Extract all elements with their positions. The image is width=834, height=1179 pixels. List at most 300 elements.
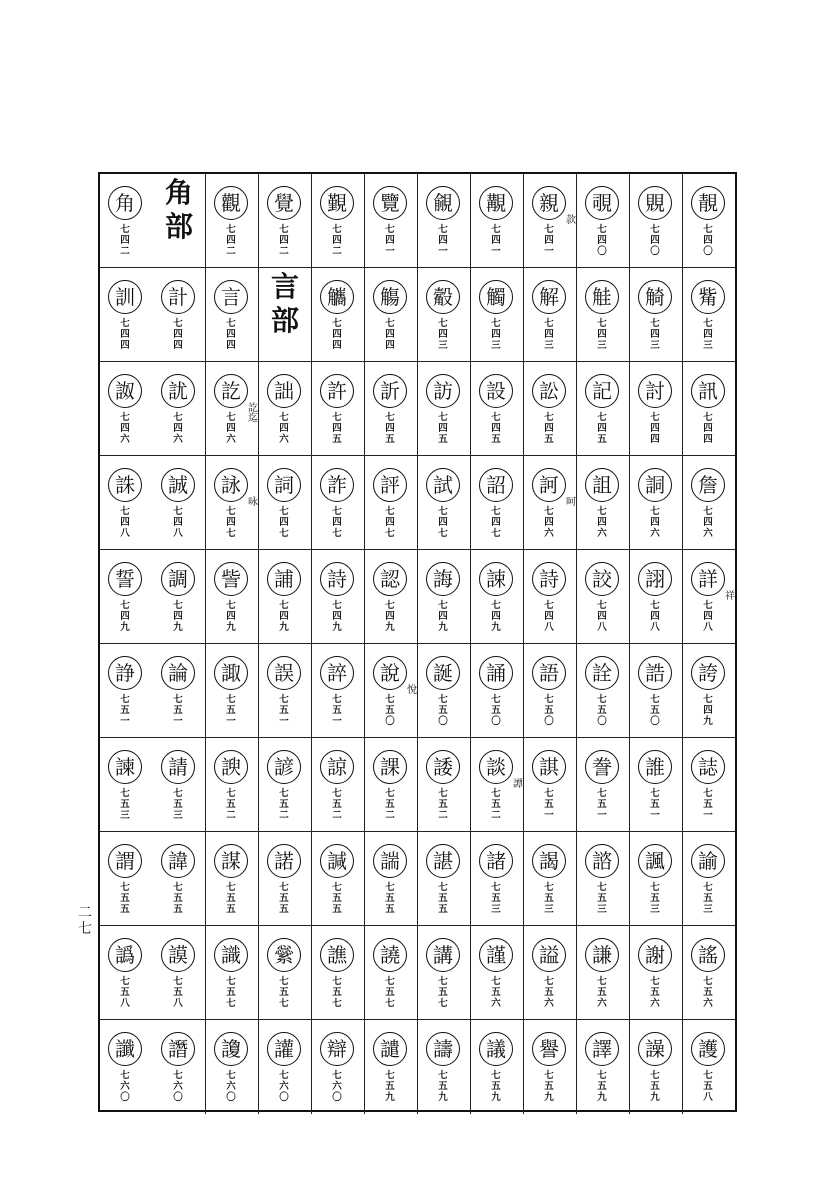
index-entry-cell [577,926,630,1019]
entry-code: 七五三 [703,882,713,915]
index-entry-cell [577,174,630,267]
entry-code: 七四六 [120,412,130,445]
circled-character: 詹 [691,468,725,502]
index-entry-cell [312,1020,365,1114]
circled-character: 觿 [320,280,354,314]
variant-annotation: 呵 [566,497,576,508]
table-row [100,926,735,1020]
circled-character: 譊 [373,938,407,972]
index-entry-cell [577,1020,630,1114]
circled-character: 覯 [479,186,513,220]
circled-character: 詷 [638,468,672,502]
circled-character: 觸 [479,280,513,314]
index-entry-cell [524,456,577,549]
entry-code: 七四四 [120,318,130,351]
index-entry-cell [524,644,577,737]
circled-character: 誕 [426,656,460,690]
index-entry-cell [259,738,312,831]
index-entry-cell [471,738,524,831]
circled-character: 諷 [638,844,672,878]
table-row [100,456,735,550]
index-entry-cell [365,738,418,831]
circled-character: 譟 [638,1032,672,1066]
index-entry-cell [577,550,630,643]
index-entry-cell [683,644,737,737]
index-entry-cell [577,362,630,455]
circled-character: 譌 [108,938,142,972]
index-entry-cell [471,456,524,549]
variant-annotation: 譚 [513,779,523,790]
circled-character: 討 [638,374,672,408]
index-entry-cell [153,832,206,925]
circled-character: 觜 [691,280,725,314]
circled-character: 護 [691,1032,725,1066]
circled-character: 覺 [267,186,301,220]
entry-code: 七五六 [597,976,607,1009]
entry-code: 七五五 [226,882,236,915]
circled-character: 誨 [426,562,460,596]
entry-code: 七六〇 [226,1070,236,1103]
index-entry-cell [630,832,683,925]
circled-character: 謨 [161,938,195,972]
entry-code: 七四六 [226,412,236,445]
entry-code: 七五〇 [438,694,448,727]
circled-character: 訟 [532,374,566,408]
index-entry-cell [683,738,737,831]
table-row [100,550,735,644]
index-entry-cell [153,738,206,831]
circled-character: 譖 [161,1032,195,1066]
entry-code: 七四二 [120,224,130,257]
entry-code: 七四五 [491,412,501,445]
table-row [100,644,735,738]
entry-code: 七五九 [544,1070,554,1103]
index-entry-cell [100,832,153,925]
circled-character: 誌 [691,750,725,784]
entry-code: 七五五 [385,882,395,915]
index-entry-cell [630,456,683,549]
index-entry-cell [577,832,630,925]
entry-code: 七五三 [120,788,130,821]
index-entry-cell [206,738,259,831]
entry-code: 七五六 [650,976,660,1009]
circled-character: 許 [320,374,354,408]
entry-code: 七五七 [438,976,448,1009]
radical-header: 言部 [270,270,299,337]
index-entry-cell [577,738,630,831]
index-entry-cell [153,644,206,737]
index-entry-cell [100,1020,153,1114]
circled-character: 誤 [267,656,301,690]
index-entry-cell [524,174,577,267]
circled-character: 講 [426,938,460,972]
entry-code: 七五二 [279,788,289,821]
entry-code: 七五〇 [544,694,554,727]
entry-code: 七五一 [173,694,183,727]
index-entry-cell [524,362,577,455]
circled-character: 譙 [320,938,354,972]
entry-code: 七四九 [226,600,236,633]
index-entry-cell [524,738,577,831]
entry-code: 七四〇 [597,224,607,257]
variant-annotation: 祥 [725,591,735,602]
entry-code: 七四四 [385,318,395,351]
entry-code: 七四八 [703,600,713,633]
entry-code: 七五〇 [491,694,501,727]
circled-character: 誎 [479,562,513,596]
index-entry-cell [365,456,418,549]
index-entry-cell [471,550,524,643]
entry-code: 七五一 [226,694,236,727]
index-entry-cell [259,456,312,549]
circled-character: 訊 [691,374,725,408]
circled-character: 說 [373,656,407,690]
circled-character: 諏 [214,656,248,690]
entry-code: 七五一 [279,694,289,727]
index-entry-cell [153,926,206,1019]
variant-annotation: 訖迄 [248,403,258,424]
index-entry-cell [259,174,312,267]
entry-code: 七四八 [597,600,607,633]
entry-code: 七四〇 [650,224,660,257]
index-entry-cell [418,738,471,831]
entry-code: 七四五 [332,412,342,445]
index-entry-cell [100,926,153,1019]
entry-code: 七四八 [544,600,554,633]
circled-character: 觀 [214,186,248,220]
entry-code: 七六〇 [279,1070,289,1103]
entry-code: 七四一 [491,224,501,257]
index-entry-cell [259,1020,312,1114]
index-entry-cell [206,174,259,267]
circled-character: 評 [373,468,407,502]
entry-code: 七五二 [332,788,342,821]
entry-code: 七四九 [491,600,501,633]
entry-code: 七四五 [544,412,554,445]
circled-character: 論 [161,656,195,690]
circled-character: 詡 [638,562,672,596]
entry-code: 七四六 [597,506,607,539]
entry-code: 七五一 [120,694,130,727]
index-entry-cell [100,644,153,737]
index-entry-cell [418,1020,471,1114]
circled-character: 角 [108,186,142,220]
circled-character: 繠 [267,938,301,972]
index-entry-cell [153,456,206,549]
circled-character: 謁 [532,844,566,878]
circled-character: 訓 [108,280,142,314]
entry-code: 七四九 [385,600,395,633]
entry-code: 七四四 [703,412,713,445]
index-entry-cell [153,550,206,643]
circled-character: 覲 [320,186,354,220]
circled-character: 議 [479,1032,513,1066]
index-entry-cell [418,550,471,643]
circled-character: 訶 [532,468,566,502]
index-entry-cell [524,550,577,643]
circled-character: 諉 [426,750,460,784]
index-entry-cell [683,456,737,549]
entry-code: 七五八 [173,976,183,1009]
entry-code: 七五二 [438,788,448,821]
table-row [100,174,735,268]
circled-character: 詛 [585,468,619,502]
circled-character: 觭 [638,280,672,314]
index-entry-cell [471,362,524,455]
circled-character: 謹 [479,938,513,972]
index-entry-cell [524,268,577,361]
entry-code: 七五八 [120,976,130,1009]
index-entry-cell [206,644,259,737]
circled-character: 諱 [161,844,195,878]
index-entry-cell [418,174,471,267]
entry-code: 七五九 [491,1070,501,1103]
circled-character: 讙 [267,1032,301,1066]
entry-code: 七五一 [544,788,554,821]
circled-character: 詮 [585,656,619,690]
index-entry-cell [577,644,630,737]
entry-code: 七四三 [438,318,448,351]
circled-character: 辯 [320,1032,354,1066]
entry-code: 七六〇 [332,1070,342,1103]
circled-character: 詩 [320,562,354,596]
index-entry-cell [312,268,365,361]
entry-code: 七五六 [491,976,501,1009]
circled-character: 誊 [585,750,619,784]
circled-character: 語 [532,656,566,690]
circled-character: 靚 [691,186,725,220]
index-entry-cell [153,268,206,361]
entry-code: 七五二 [226,788,236,821]
entry-code: 七五六 [703,976,713,1009]
table-row [100,738,735,832]
variant-annotation: 咏 [248,497,258,508]
table-row [100,1020,735,1114]
table-row [100,268,735,362]
circled-character: 詩 [532,562,566,596]
index-entry-cell [206,362,259,455]
circled-character: 觳 [426,280,460,314]
circled-character: 識 [214,938,248,972]
index-entry-cell [630,1020,683,1114]
entry-code: 七四七 [438,506,448,539]
circled-character: 課 [373,750,407,784]
entry-code: 七四九 [703,694,713,727]
index-entry-cell [206,926,259,1019]
circled-character: 誶 [320,656,354,690]
index-entry-cell [312,738,365,831]
circled-character: 謚 [532,938,566,972]
circled-character: 覽 [373,186,407,220]
circled-character: 諾 [267,844,301,878]
circled-character: 認 [373,562,407,596]
entry-code: 七四八 [120,506,130,539]
index-entry-cell [630,174,683,267]
circled-character: 親 [532,186,566,220]
circled-character: 詔 [479,468,513,502]
circled-character: 諺 [267,750,301,784]
entry-code: 七四八 [173,506,183,539]
entry-code: 七四三 [491,318,501,351]
entry-code: 七五九 [597,1070,607,1103]
entry-code: 七四六 [279,412,289,445]
index-entry-cell [418,456,471,549]
circled-character: 諯 [373,844,407,878]
entry-code: 七四二 [226,224,236,257]
circled-character: 詐 [320,468,354,502]
circled-character: 記 [585,374,619,408]
circled-character: 諍 [108,656,142,690]
entry-code: 七四三 [650,318,660,351]
entry-code: 七五五 [438,882,448,915]
entry-code: 七四七 [226,506,236,539]
index-entry-cell [630,644,683,737]
index-entry-cell [524,926,577,1019]
circled-character: 誠 [161,468,195,502]
entry-code: 七四六 [544,506,554,539]
index-entry-cell [100,738,153,831]
entry-code: 七四七 [385,506,395,539]
circled-character: 謠 [691,938,725,972]
entry-code: 七五一 [332,694,342,727]
circled-character: 謀 [214,844,248,878]
entry-code: 七五〇 [650,694,660,727]
circled-character: 試 [426,468,460,502]
circled-character: 諴 [320,844,354,878]
entry-code: 七四九 [332,600,342,633]
entry-code: 七四五 [438,412,448,445]
entry-code: 七四九 [120,600,130,633]
entry-code: 七五九 [438,1070,448,1103]
circled-character: 詳 [691,562,725,596]
index-entry-cell [153,1020,206,1114]
index-entry-cell [100,362,153,455]
index-entry-cell [312,926,365,1019]
index-entry-cell [630,550,683,643]
circled-character: 誓 [108,562,142,596]
entry-code: 七五〇 [597,694,607,727]
index-entry-cell [418,832,471,925]
circled-character: 訢 [373,374,407,408]
index-entry-cell [683,550,737,643]
index-entry-cell [206,1020,259,1114]
index-entry-cell [100,550,153,643]
index-entry-cell [683,1020,737,1114]
circled-character: 覗 [585,186,619,220]
index-entry-cell [153,362,206,455]
entry-code: 七五一 [650,788,660,821]
entry-code: 七四七 [332,506,342,539]
circled-character: 譯 [585,1032,619,1066]
entry-code: 七五二 [385,788,395,821]
table-row [100,362,735,456]
circled-character: 詘 [267,374,301,408]
circled-character: 詨 [585,562,619,596]
index-entry-cell [206,832,259,925]
entry-code: 七五五 [173,882,183,915]
index-entry-cell [524,1020,577,1114]
index-entry-cell [683,362,737,455]
index-entry-cell [418,644,471,737]
entry-code: 七五二 [491,788,501,821]
entry-code: 七四九 [173,600,183,633]
index-entry-cell [418,926,471,1019]
circled-character: 謙 [585,938,619,972]
entry-code: 七五一 [703,788,713,821]
index-entry-cell [365,268,418,361]
entry-code: 七四八 [650,600,660,633]
entry-code: 七五五 [332,882,342,915]
circled-character: 覞 [638,186,672,220]
index-entry-cell [259,926,312,1019]
index-entry-cell [206,268,259,361]
index-entry-cell [577,456,630,549]
entry-code: 七五七 [385,976,395,1009]
circled-character: 讂 [214,1032,248,1066]
index-entry-cell [630,926,683,1019]
index-entry-cell [312,456,365,549]
circled-character: 誰 [638,750,672,784]
circled-character: 解 [532,280,566,314]
index-entry-cell [630,738,683,831]
entry-code: 七四三 [544,318,554,351]
entry-code: 七五九 [385,1070,395,1103]
index-entry-cell [471,1020,524,1114]
circled-character: 言 [214,280,248,314]
circled-character: 誥 [638,656,672,690]
table-row [100,832,735,926]
entry-code: 七四六 [173,412,183,445]
entry-code: 七五七 [332,976,342,1009]
entry-code: 七五三 [597,882,607,915]
entry-code: 七四五 [385,412,395,445]
index-entry-cell [418,362,471,455]
circled-character: 諮 [585,844,619,878]
entry-code: 七四三 [703,318,713,351]
index-entry-cell [312,174,365,267]
index-entry-cell [259,550,312,643]
entry-code: 七四四 [650,412,660,445]
circled-character: 覦 [426,186,460,220]
index-entry-cell [683,926,737,1019]
entry-code: 七四四 [226,318,236,351]
index-entry-cell [577,268,630,361]
circled-character: 讖 [108,1032,142,1066]
circled-character: 譴 [373,1032,407,1066]
index-entry-cell [365,1020,418,1114]
circled-character: 諆 [532,750,566,784]
entry-code: 七四七 [279,506,289,539]
index-entry-cell [206,456,259,549]
index-entry-cell [471,268,524,361]
index-entry-cell [312,644,365,737]
entry-code: 七五三 [544,882,554,915]
entry-code: 七四三 [597,318,607,351]
index-entry-cell [206,550,259,643]
entry-code: 七五六 [544,976,554,1009]
entry-code: 七六〇 [173,1070,183,1103]
index-entry-cell [365,644,418,737]
index-entry-cell [471,644,524,737]
circled-character: 誇 [691,656,725,690]
entry-code: 七四五 [597,412,607,445]
index-entry-cell [471,926,524,1019]
index-entry-cell [630,268,683,361]
circled-character: 誅 [108,468,142,502]
variant-annotation: 款 [566,215,576,226]
radical-header-cell [259,268,312,361]
entry-code: 七四一 [385,224,395,257]
